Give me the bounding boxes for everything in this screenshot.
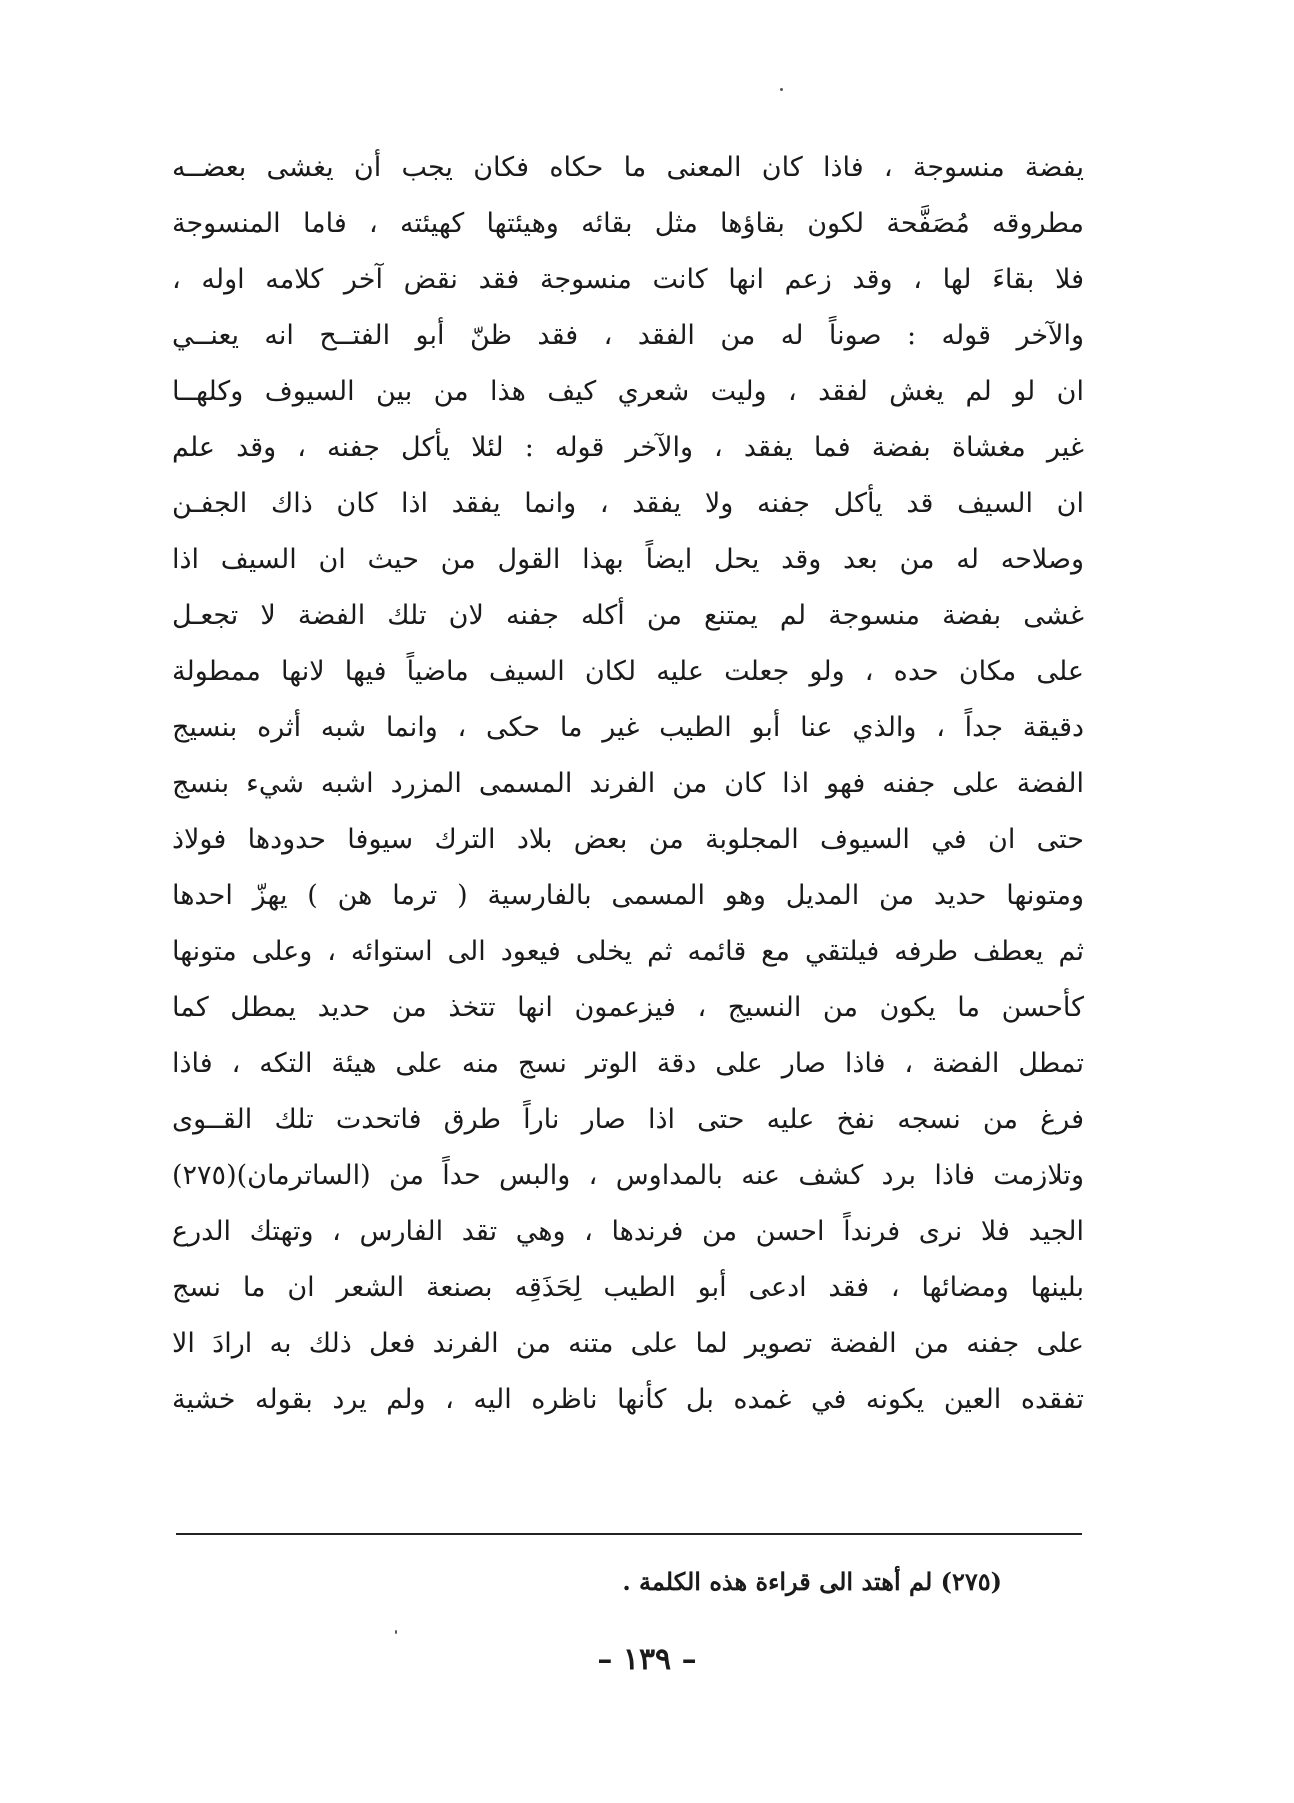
text-line-20: الجيد فلا نرى فرنداً احسن من فرندها ، وهي تقد الفارس ، وتهتك الدرع bbox=[172, 1216, 1084, 1247]
text-line-5: ان لو لم يغش لفقد ، وليت شعري كيف هذا من بين السيوف وكلهــا bbox=[172, 376, 1084, 407]
footnote: (٢٧٥) لم أهتد الى قراءة هذه الكلمة . bbox=[622, 1567, 1002, 1596]
text-line-12: الفضة على جفنه فهو اذا كان من الفرند المسمى المزرد اشبه شيء بنسج bbox=[172, 768, 1084, 799]
text-line-21: بلينها ومضائها ، فقد ادعى أبو الطيب لِحَذَقِه بصنعة الشعر ان ما نسج bbox=[172, 1272, 1084, 1303]
text-line-17: تمطل الفضة ، فاذا صار على دقة الوتر نسج منه على هيئة التكه ، فاذا bbox=[172, 1048, 1084, 1079]
text-line-19: وتلازمت فاذا برد كشف عنه بالمداوس ، والبس حداً من (الساترمان)(٢٧٥) bbox=[172, 1160, 1084, 1191]
text-line-14: ومتونها حديد من المديل وهو المسمى بالفارسية ( ترما هن ) يهزّ احدها bbox=[172, 880, 1084, 911]
text-line-22: على جفنه من الفضة تصوير لما على متنه من الفرند فعل ذلك به ارادَ الا bbox=[172, 1328, 1084, 1359]
text-line-16: كأحسن ما يكون من النسيج ، فيزعمون انها تتخذ من حديد يمطل كما bbox=[172, 992, 1084, 1023]
text-line-13: حتى ان في السيوف المجلوبة من بعض بلاد الترك سيوفا حدودها فولاذ bbox=[172, 824, 1084, 855]
text-line-9: غشى بفضة منسوجة لم يمتنع من أكله جفنه لان تلك الفضة لا تجعـل bbox=[172, 600, 1084, 631]
text-line-3: فلا بقاءَ لها ، وقد زعم انها كانت منسوجة فقد نقض آخر كلامه اوله ، bbox=[172, 264, 1084, 295]
footnote-divider bbox=[176, 1533, 1082, 1535]
text-line-8: وصلاحه له من بعد وقد يحل ايضاً بهذا القول من حيث ان السيف اذا bbox=[172, 544, 1084, 575]
text-line-10: على مكان حده ، ولو جعلت عليه لكان السيف ماضياً فيها لانها ممطولة bbox=[172, 656, 1084, 687]
text-line-6: غير مغشاة بفضة فما يفقد ، والآخر قوله : لئلا يأكل جفنه ، وقد علم bbox=[172, 432, 1084, 463]
scan-speck bbox=[395, 1630, 397, 1634]
text-line-4: والآخر قوله : صوناً له من الفقد ، فقد ظنّ أبو الفتــح انه يعنــي bbox=[172, 320, 1084, 351]
text-line-23: تفقده العين يكونه في غمده بل كأنها ناظره اليه ، ولم يرد بقوله خشية bbox=[172, 1384, 1084, 1415]
text-line-15: ثم يعطف طرفه فيلتقي مع قائمه ثم يخلى فيعود الى استوائه ، وعلى متونها bbox=[172, 936, 1084, 967]
body-text bbox=[172, 140, 1084, 1428]
text-line-2: مطروقه مُصَفَّحة لكون بقاؤها مثل بقائه وهيئتها كهيئته ، فاما المنسوجة bbox=[172, 208, 1084, 239]
text-line-11: دقيقة جداً ، والذي عنا أبو الطيب غير ما حكى ، وانما شبه أثره بنسيج bbox=[172, 712, 1084, 743]
page-number: – ١٣٩ – bbox=[597, 1642, 697, 1677]
scan-speck bbox=[780, 88, 783, 91]
text-line-7: ان السيف قد يأكل جفنه ولا يفقد ، وانما يفقد اذا كان ذاك الجفـن bbox=[172, 488, 1084, 519]
text-line-1: يفضة منسوجة ، فاذا كان المعنى ما حكاه فكان يجب أن يغشى بعضــه bbox=[172, 152, 1084, 183]
text-line-18: فرغ من نسجه نفخ عليه حتى اذا صار ناراً طرق فاتحدت تلك القــوى bbox=[172, 1104, 1084, 1135]
